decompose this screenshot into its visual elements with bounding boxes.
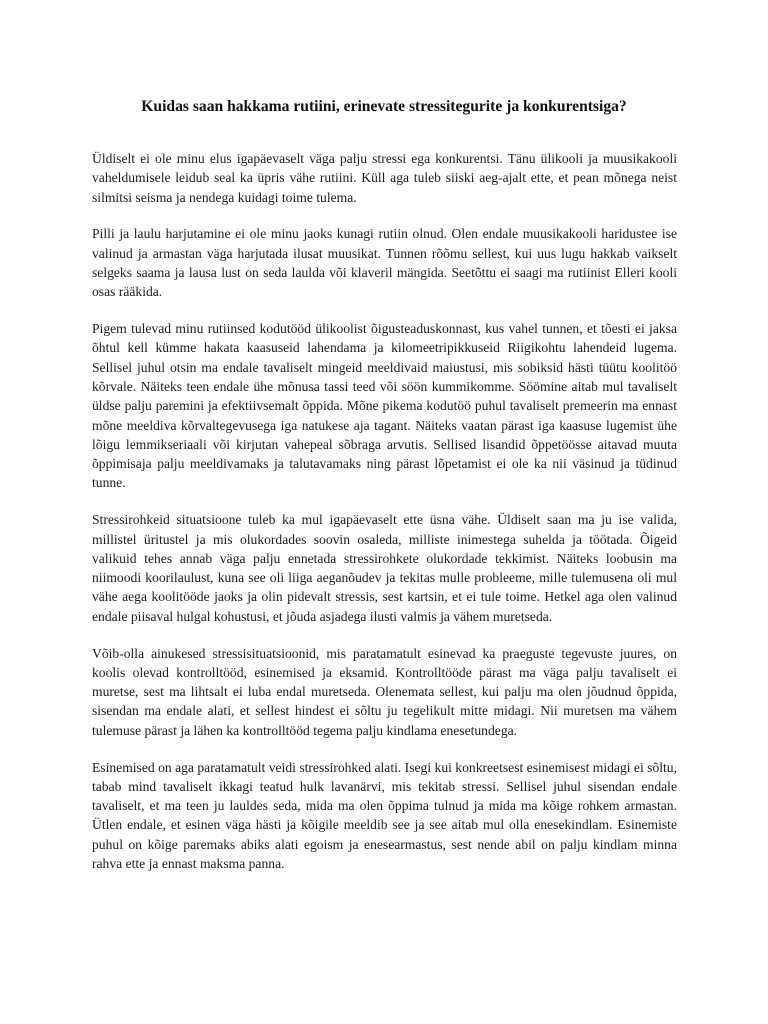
paragraph: Võib-olla ainukesed stressisituatsioonid, mis paratamatult esinevad ka praeguste tegevuste juures, on koolis olevad kontrolltööd, esinemised ja eksamid. Kontrolltööde pärast ma väga palju tavaliselt ei muretse, sest ma lihtsalt ei luba endal muretseda. Olenemata sellest, kui palju ma olen jõudnud õppida, sisendan ma endale alati, et sellest hindest ei sõltu ju tegelikult mitte midagi. Nii muretsen ma vähem tulemuse pärast ja lähen ka kontrolltööd tegema palju kindlama enesetundega.: [92, 645, 677, 738]
paragraph: Pilli ja laulu harjutamine ei ole minu jaoks kunagi rutiin olnud. Olen endale muusikakooli haridustee ise valinud ja armastan väga harjutada ilusat muusikat. Tunnen rõõmu sellest, kui uus lugu hakkab vaikselt selgeks saama ja lausa lust on seda laulda või klaveril mängida. Seetõttu ei saagi ma rutiinist Elleri kooli osas rääkida.: [92, 226, 677, 300]
paragraph: Pigem tulevad minu rutiinsed kodutööd ülikoolist õigusteaduskonnast, kus vahel tunnen, et tõesti ei jaksa õhtul kell kümme hakata kaasuseid lahendama ja kilomeetripikkuseid Riigikohtu lahendeid lugema. Sellisel juhul otsin ma endale tavaliselt mingeid meeldivaid maiustusi, mis sobiksid hästi tüütu koolitöö kõrvale. Näiteks teen endale ühe mõnusa tassi teed või söön kummikomme. Söömine aitab mul tavaliselt üldse palju paremini ja efektiivsemalt õppida. Mõne pikema kodutöö puhul tavaliselt premeerin ma ennast mõne meeldiva kõrvaltegevusega iga natukese aja tagant. Näiteks vaatan pärast iga kaasuse lugemist ühe lõigu lemmikseriaali või kirjutan vahepeal sõbraga arvutis. Sellised lisandid õppetöösse aitavad muuta õppimisaja palju meeldivamaks ja talutavamaks ning pärast lõpetamist ei ole ka nii väsinud ja tüdinud tunne.: [92, 321, 677, 491]
document-title: Kuidas saan hakkama rutiini, erinevate stressitegurite ja konkurentsiga?: [141, 98, 627, 115]
paragraph: Esinemised on aga paratamatult veidi stressirohked alati. Isegi kui konkreetsest esinemisest midagi ei sõltu, tabab mind tavaliselt ikkagi teatud hulk lavanärvi, mis tekitab stressi. Sellisel juhul sisendan endale tavaliselt, et ma teen ju lauldes seda, mida ma olen õppima tulnud ja mida ma kõige rohkem armastan. Ütlen endale, et esinen väga hästi ja kõigile meeldib see ja see aitab mul olla enesekindlam. Esinemiste puhul on kõige paremaks abiks alati egoism ja enesearmastus, sest nende abil on palju kindlam minna rahva ette ja ennast maksma panna.: [92, 759, 677, 871]
paragraph: Stressirohkeid situatsioone tuleb ka mul igapäevaselt ette üsna vähe. Üldiselt saan ma ju ise valida, millistel üritustel ja mis olukordades soovin osaleda, milliste inimestega suhelda ja töötada. Õigeid valikuid tehes annab väga palju ennetada stressirohkete olukordade tekkimist. Näiteks loobusin ma niimoodi koorilaulust, kuna see oli liiga aeganõudev ja tekitas mulle probleeme, mille tulemusena oli mul vähe aega koolitööde jaoks ja olin pidevalt stressis, sest kartsin, et ei tule toime. Hetkel aga olen valinud endale piisaval hulgal kohustusi, et jõuda asjadega ilusti valmis ja vähem muretseda.: [92, 512, 677, 624]
document-body: [92, 149, 677, 891]
paragraph: Üldiselt ei ole minu elus igapäevaselt väga palju stressi ega konkurentsi. Tänu ülikooli ja muusikakooli vaheldumisele leidub seal ka üpris vähe rutiini. Küll aga tuleb siiski aeg-ajalt ette, et pean mõnega neist silmitsi seisma ja nendega kuidagi toime tulema.: [92, 151, 677, 205]
